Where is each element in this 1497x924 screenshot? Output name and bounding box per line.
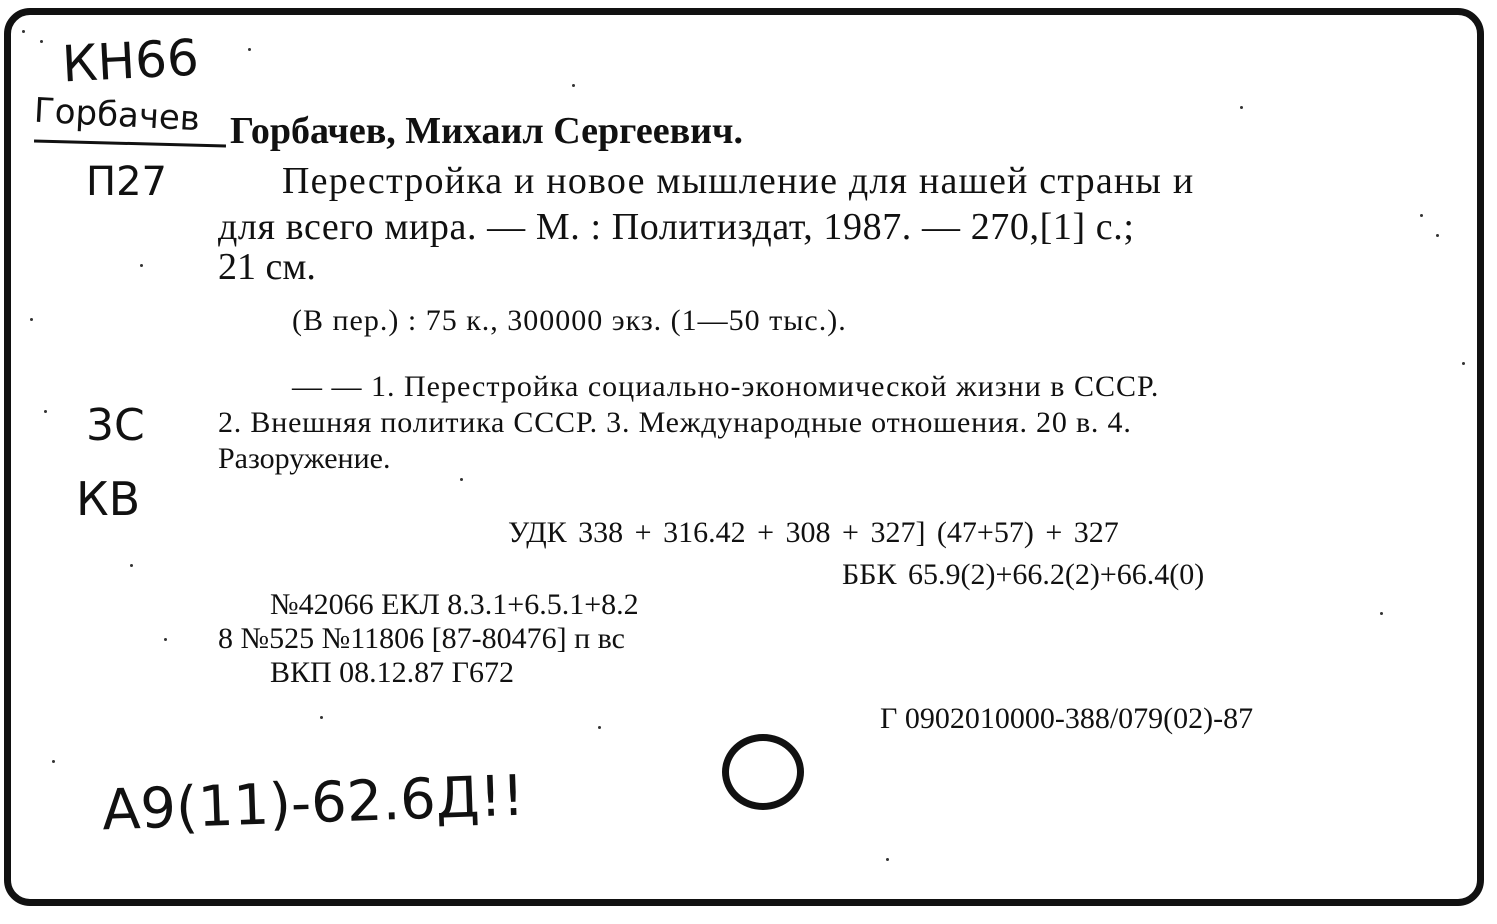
- scan-speck: [22, 30, 25, 33]
- scan-speck: [1462, 362, 1465, 365]
- scan-speck: [164, 638, 167, 641]
- scan-speck: [460, 478, 463, 481]
- scan-speck: [1436, 234, 1439, 237]
- registry-line-2: 8 №525 №11806 [87-80476] п вс: [218, 622, 625, 655]
- handwritten-shelfmark: КН66: [60, 28, 201, 94]
- scan-speck: [40, 40, 43, 43]
- title-line-2: для всего мира. — М. : Политиздат, 1987. — 270,[1] с.;: [218, 206, 1135, 248]
- scan-speck: [886, 858, 889, 861]
- handwritten-code-line1: 3С: [86, 400, 145, 451]
- scan-speck: [320, 716, 323, 719]
- scan-speck: [1240, 106, 1243, 109]
- handwritten-code-line2: КВ: [76, 472, 141, 526]
- scan-speck: [130, 564, 133, 567]
- scan-speck: [44, 410, 47, 413]
- subject-line-1: — — 1. Перестройка социально-экономической жизни в СССР.: [292, 370, 1160, 403]
- handwritten-bottom-note: А9(11)-62.6Д!!: [100, 763, 526, 844]
- scan-speck: [1380, 612, 1383, 615]
- scan-speck: [1420, 214, 1423, 217]
- registry-line-1: №42066 ЕКЛ 8.3.1+6.5.1+8.2: [270, 588, 639, 621]
- bbk-classification: ББК 65.9(2)+66.2(2)+66.4(0): [842, 558, 1205, 591]
- title-line-1: Перестройка и новое мышление для нашей страны и: [282, 160, 1195, 202]
- udk-classification: УДК 338 + 316.42 + 308 + 327] (47+57) + 327: [508, 516, 1119, 549]
- subject-line-3: Разоружение.: [218, 442, 391, 475]
- scan-speck: [140, 264, 143, 267]
- title-line-3: 21 см.: [218, 246, 316, 288]
- scan-speck: [30, 318, 33, 321]
- filing-hole: [722, 734, 804, 810]
- handwritten-author-short: Горбачев: [33, 90, 201, 140]
- handwritten-author-mark: П27: [86, 159, 167, 205]
- subject-line-2: 2. Внешняя политика СССР. 3. Международные отношения. 20 в. 4.: [218, 406, 1132, 439]
- index-code: Г 0902010000-388/079(02)-87: [880, 702, 1254, 735]
- scan-speck: [572, 84, 575, 87]
- scan-speck: [248, 48, 251, 51]
- scan-speck: [598, 726, 601, 729]
- scan-speck: [52, 760, 55, 763]
- price-line: (В пер.) : 75 к., 300000 экз. (1—50 тыс.).: [292, 304, 847, 337]
- registry-line-3: ВКП 08.12.87 Г672: [270, 656, 515, 689]
- author-heading: Горбачев, Михаил Сергеевич.: [230, 110, 743, 152]
